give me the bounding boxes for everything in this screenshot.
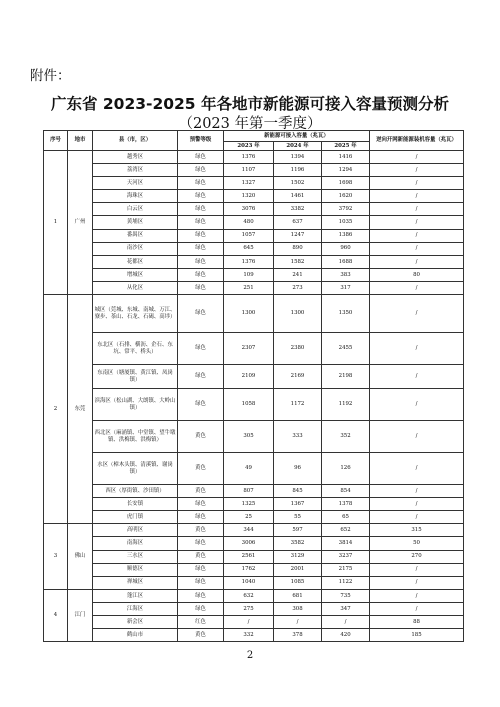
- district-cell: 虎门镇: [93, 511, 178, 524]
- reverse-capacity-cell: 185: [370, 629, 464, 642]
- header-year-2024: 2024 年: [274, 142, 322, 151]
- table-row: [44, 190, 464, 203]
- seq-cell: 1: [44, 151, 68, 295]
- capacity-2023-cell: 1376: [224, 255, 274, 268]
- capacity-2023-cell: 25: [224, 511, 274, 524]
- district-cell: 花都区: [93, 255, 178, 268]
- city-cell: 佛山: [68, 524, 93, 589]
- reverse-capacity-cell: /: [370, 563, 464, 576]
- capacity-2025-cell: 347: [322, 602, 370, 615]
- capacity-2024-cell: 308: [274, 602, 322, 615]
- district-cell: 滨海区（松山湖、大朗镇、大岭山镇）: [93, 389, 178, 421]
- capacity-2024-cell: 1367: [274, 498, 322, 511]
- capacity-2023-cell: 2109: [224, 365, 274, 389]
- capacity-2023-cell: 251: [224, 281, 274, 294]
- reverse-capacity-cell: /: [370, 203, 464, 216]
- capacity-2024-cell: 241: [274, 268, 322, 281]
- city-cell: 广州: [68, 151, 93, 295]
- seq-cell: 3: [44, 524, 68, 589]
- capacity-2025-cell: 735: [322, 589, 370, 602]
- capacity-2024-cell: 681: [274, 589, 322, 602]
- capacity-2024-cell: 3129: [274, 550, 322, 563]
- warning-level-cell: 绿色: [178, 563, 224, 576]
- capacity-2023-cell: 480: [224, 216, 274, 229]
- table-row: [44, 589, 464, 602]
- district-cell: 番禺区: [93, 229, 178, 242]
- capacity-2025-cell: 1122: [322, 576, 370, 589]
- capacity-2025-cell: 1192: [322, 389, 370, 421]
- capacity-2023-cell: 3006: [224, 537, 274, 550]
- reverse-capacity-cell: 315: [370, 524, 464, 537]
- table-row: [44, 203, 464, 216]
- capacity-2025-cell: 1386: [322, 229, 370, 242]
- header-seq: 序号: [44, 131, 68, 151]
- capacity-2024-cell: 637: [274, 216, 322, 229]
- warning-level-cell: 绿色: [178, 537, 224, 550]
- district-cell: 荔湾区: [93, 164, 178, 177]
- reverse-capacity-cell: /: [370, 485, 464, 498]
- capacity-2024-cell: 3382: [274, 203, 322, 216]
- warning-level-cell: 绿色: [178, 333, 224, 365]
- page-number: 2: [246, 650, 254, 661]
- table-row: [44, 421, 464, 453]
- capacity-2024-cell: 1172: [274, 389, 322, 421]
- capacity-2025-cell: 960: [322, 242, 370, 255]
- capacity-2025-cell: 1378: [322, 498, 370, 511]
- table-row: [44, 485, 464, 498]
- capacity-2024-cell: 2380: [274, 333, 322, 365]
- reverse-capacity-cell: /: [370, 242, 464, 255]
- table-row: [44, 563, 464, 576]
- table-row: [44, 242, 464, 255]
- warning-level-cell: 黄色: [178, 485, 224, 498]
- capacity-2023-cell: 1376: [224, 151, 274, 164]
- district-cell: 鹤山市: [93, 629, 178, 642]
- district-cell: 西北区（麻涌镇、中堂镇、望牛墩镇、洪梅镇、洪梅镇）: [93, 421, 178, 453]
- reverse-capacity-cell: /: [370, 389, 464, 421]
- warning-level-cell: 绿色: [178, 164, 224, 177]
- table-row: [44, 550, 464, 563]
- district-cell: 长安镇: [93, 498, 178, 511]
- district-cell: 水区（樟木头镇、清溪镇、谢岗镇）: [93, 453, 178, 485]
- district-cell: 海珠区: [93, 190, 178, 203]
- district-cell: 从化区: [93, 281, 178, 294]
- warning-level-cell: 绿色: [178, 281, 224, 294]
- district-cell: 东北区（石排、横沥、企石、东坑、常平、桥头）: [93, 333, 178, 365]
- capacity-2023-cell: 1107: [224, 164, 274, 177]
- capacity-2025-cell: 1688: [322, 255, 370, 268]
- document-subtitle: （2023 年第一季度）: [178, 116, 322, 132]
- capacity-2024-cell: 1247: [274, 229, 322, 242]
- capacity-2025-cell: 1416: [322, 151, 370, 164]
- district-cell: 蓬江区: [93, 589, 178, 602]
- capacity-2024-cell: 845: [274, 485, 322, 498]
- capacity-2023-cell: 1327: [224, 177, 274, 190]
- table-row: [44, 615, 464, 628]
- reverse-capacity-cell: /: [370, 151, 464, 164]
- capacity-2025-cell: 126: [322, 453, 370, 485]
- table-row: [44, 281, 464, 294]
- capacity-2024-cell: 1502: [274, 177, 322, 190]
- warning-level-cell: 黄色: [178, 629, 224, 642]
- reverse-capacity-cell: /: [370, 511, 464, 524]
- district-cell: 新会区: [93, 615, 178, 628]
- warning-level-cell: 绿色: [178, 177, 224, 190]
- city-cell: 江门: [68, 589, 93, 641]
- reverse-capacity-cell: 50: [370, 537, 464, 550]
- capacity-2023-cell: 49: [224, 453, 274, 485]
- district-cell: 增城区: [93, 268, 178, 281]
- table-row: [44, 602, 464, 615]
- table-row: [44, 524, 464, 537]
- capacity-2024-cell: 890: [274, 242, 322, 255]
- capacity-2024-cell: 597: [274, 524, 322, 537]
- header-warning-level: 预警等级: [178, 131, 224, 151]
- warning-level-cell: 绿色: [178, 242, 224, 255]
- warning-level-cell: 绿色: [178, 389, 224, 421]
- seq-cell: 4: [44, 589, 68, 641]
- capacity-2025-cell: 3237: [322, 550, 370, 563]
- reverse-capacity-cell: /: [370, 295, 464, 333]
- capacity-2025-cell: 1350: [322, 295, 370, 333]
- district-cell: 顺德区: [93, 563, 178, 576]
- table-row: [44, 164, 464, 177]
- reverse-capacity-cell: /: [370, 177, 464, 190]
- capacity-2025-cell: 1294: [322, 164, 370, 177]
- capacity-2025-cell: 65: [322, 511, 370, 524]
- table-body: [44, 151, 464, 642]
- warning-level-cell: 绿色: [178, 511, 224, 524]
- capacity-2023-cell: 645: [224, 242, 274, 255]
- warning-level-cell: 绿色: [178, 229, 224, 242]
- capacity-2023-cell: /: [224, 615, 274, 628]
- capacity-2024-cell: 96: [274, 453, 322, 485]
- capacity-2025-cell: 3814: [322, 537, 370, 550]
- district-cell: 南沙区: [93, 242, 178, 255]
- capacity-2025-cell: 652: [322, 524, 370, 537]
- capacity-2024-cell: 273: [274, 281, 322, 294]
- capacity-2023-cell: 1040: [224, 576, 274, 589]
- district-cell: 越秀区: [93, 151, 178, 164]
- reverse-capacity-cell: 270: [370, 550, 464, 563]
- reverse-capacity-cell: /: [370, 421, 464, 453]
- seq-cell: 2: [44, 295, 68, 524]
- capacity-2023-cell: 632: [224, 589, 274, 602]
- reverse-capacity-cell: /: [370, 498, 464, 511]
- capacity-2025-cell: 854: [322, 485, 370, 498]
- capacity-2023-cell: 1300: [224, 295, 274, 333]
- table-row: [44, 537, 464, 550]
- capacity-2024-cell: 1394: [274, 151, 322, 164]
- capacity-2025-cell: 2175: [322, 563, 370, 576]
- warning-level-cell: 绿色: [178, 268, 224, 281]
- warning-level-cell: 绿色: [178, 589, 224, 602]
- header-year-2023: 2023 年: [224, 142, 274, 151]
- warning-level-cell: 绿色: [178, 255, 224, 268]
- district-cell: 西区（厚街镇、沙田镇）: [93, 485, 178, 498]
- capacity-2025-cell: 3792: [322, 203, 370, 216]
- warning-level-cell: 红色: [178, 615, 224, 628]
- reverse-capacity-cell: /: [370, 216, 464, 229]
- warning-level-cell: 绿色: [178, 576, 224, 589]
- capacity-2025-cell: 1035: [322, 216, 370, 229]
- warning-level-cell: 绿色: [178, 365, 224, 389]
- capacity-2023-cell: 1058: [224, 389, 274, 421]
- capacity-2025-cell: 420: [322, 629, 370, 642]
- warning-level-cell: 绿色: [178, 498, 224, 511]
- district-cell: 江海区: [93, 602, 178, 615]
- capacity-2023-cell: 344: [224, 524, 274, 537]
- capacity-2023-cell: 2307: [224, 333, 274, 365]
- capacity-2025-cell: 1698: [322, 177, 370, 190]
- capacity-2024-cell: 3582: [274, 537, 322, 550]
- warning-level-cell: 绿色: [178, 151, 224, 164]
- capacity-table: [43, 130, 464, 642]
- reverse-capacity-cell: /: [370, 333, 464, 365]
- header-city: 地市: [68, 131, 93, 151]
- reverse-capacity-cell: 88: [370, 615, 464, 628]
- warning-level-cell: 黄色: [178, 421, 224, 453]
- reverse-capacity-cell: 80: [370, 268, 464, 281]
- capacity-2024-cell: 2001: [274, 563, 322, 576]
- capacity-2023-cell: 1057: [224, 229, 274, 242]
- reverse-capacity-cell: /: [370, 453, 464, 485]
- district-cell: 天河区: [93, 177, 178, 190]
- capacity-2024-cell: 55: [274, 511, 322, 524]
- capacity-2023-cell: 1325: [224, 498, 274, 511]
- warning-level-cell: 绿色: [178, 203, 224, 216]
- capacity-2024-cell: 333: [274, 421, 322, 453]
- table-row: [44, 333, 464, 365]
- district-cell: 黄埔区: [93, 216, 178, 229]
- reverse-capacity-cell: /: [370, 589, 464, 602]
- district-cell: 禅城区: [93, 576, 178, 589]
- district-cell: 白云区: [93, 203, 178, 216]
- warning-level-cell: 绿色: [178, 216, 224, 229]
- district-cell: 东南区（塘厦镇、黄江镇、凤岗镇）: [93, 365, 178, 389]
- reverse-capacity-cell: /: [370, 229, 464, 242]
- table-row: [44, 365, 464, 389]
- table-row: [44, 268, 464, 281]
- warning-level-cell: 绿色: [178, 602, 224, 615]
- capacity-2024-cell: 1461: [274, 190, 322, 203]
- capacity-2023-cell: 3076: [224, 203, 274, 216]
- table-row: [44, 389, 464, 421]
- table-row: [44, 576, 464, 589]
- warning-level-cell: 黄色: [178, 524, 224, 537]
- capacity-2023-cell: 2561: [224, 550, 274, 563]
- city-cell: 东莞: [68, 295, 93, 524]
- header-year-2025: 2025 年: [322, 142, 370, 151]
- district-cell: 城区（莞城、东城、南城、万江、寮步、茶山、石龙、石碣、高埗）: [93, 295, 178, 333]
- capacity-2024-cell: /: [274, 615, 322, 628]
- capacity-2025-cell: 317: [322, 281, 370, 294]
- table-row: [44, 511, 464, 524]
- attachment-label: 附件：: [30, 68, 71, 84]
- district-cell: 三水区: [93, 550, 178, 563]
- reverse-capacity-cell: /: [370, 255, 464, 268]
- capacity-2025-cell: 1620: [322, 190, 370, 203]
- table-row: [44, 498, 464, 511]
- table-row: [44, 216, 464, 229]
- capacity-2025-cell: 2455: [322, 333, 370, 365]
- document-title: 广东省 2023-2025 年各地市新能源可接入容量预测分析: [50, 95, 449, 113]
- capacity-2023-cell: 807: [224, 485, 274, 498]
- warning-level-cell: 黄色: [178, 550, 224, 563]
- table-row: [44, 629, 464, 642]
- table-row: [44, 177, 464, 190]
- capacity-2023-cell: 275: [224, 602, 274, 615]
- reverse-capacity-cell: /: [370, 576, 464, 589]
- capacity-2023-cell: 332: [224, 629, 274, 642]
- capacity-2024-cell: 2169: [274, 365, 322, 389]
- table-row: [44, 453, 464, 485]
- capacity-2025-cell: 352: [322, 421, 370, 453]
- reverse-capacity-cell: /: [370, 164, 464, 177]
- capacity-2023-cell: 1320: [224, 190, 274, 203]
- capacity-2023-cell: 305: [224, 421, 274, 453]
- reverse-capacity-cell: /: [370, 602, 464, 615]
- reverse-capacity-cell: /: [370, 365, 464, 389]
- warning-level-cell: 绿色: [178, 190, 224, 203]
- capacity-2024-cell: 1196: [274, 164, 322, 177]
- warning-level-cell: 绿色: [178, 295, 224, 333]
- capacity-2024-cell: 1300: [274, 295, 322, 333]
- table-row: [44, 229, 464, 242]
- header-capacity-group: 新能源可接入容量（兆瓦）: [224, 131, 370, 142]
- capacity-2024-cell: 1582: [274, 255, 322, 268]
- reverse-capacity-cell: /: [370, 281, 464, 294]
- table-row: [44, 295, 464, 333]
- capacity-2025-cell: /: [322, 615, 370, 628]
- capacity-2025-cell: 2198: [322, 365, 370, 389]
- capacity-2023-cell: 1762: [224, 563, 274, 576]
- table-row: [44, 151, 464, 164]
- capacity-2025-cell: 383: [322, 268, 370, 281]
- header-district: 县（市，区）: [93, 131, 178, 151]
- capacity-2023-cell: 109: [224, 268, 274, 281]
- capacity-2024-cell: 1085: [274, 576, 322, 589]
- capacity-2024-cell: 378: [274, 629, 322, 642]
- district-cell: 高明区: [93, 524, 178, 537]
- reverse-capacity-cell: /: [370, 190, 464, 203]
- header-reverse-capacity: 逆向开网新能源装机容量（兆瓦）: [370, 131, 464, 151]
- warning-level-cell: 黄色: [178, 453, 224, 485]
- district-cell: 南海区: [93, 537, 178, 550]
- table-row: [44, 255, 464, 268]
